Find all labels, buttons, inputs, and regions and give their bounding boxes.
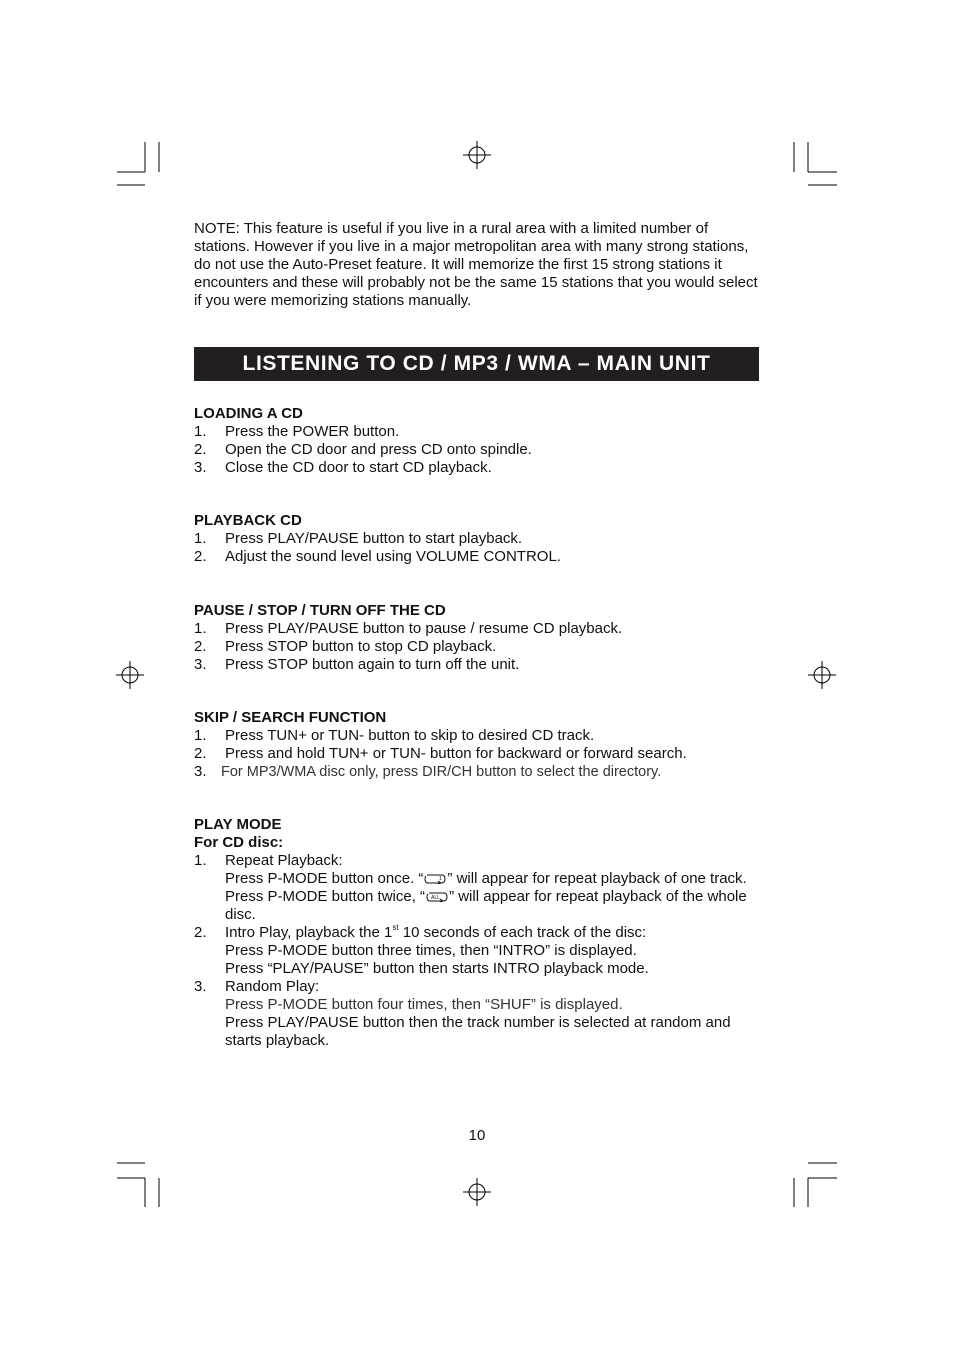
ordinal-suffix: st [392, 923, 399, 932]
step-number: 1. [194, 852, 207, 869]
list-item [194, 423, 764, 441]
playback-steps [194, 530, 764, 566]
list-item [194, 548, 764, 566]
note-paragraph: NOTE: This feature is useful if you live in a rural area with a limited number of stations. However if you live in a major metropolitan area with many strong stations, do not use the Auto-Preset feature. It will memorize the first 15 strong stations it encounters and these will probably not be the same 15 stations that you would select if you were memorizing stations manually. [194, 220, 758, 309]
step-number: 3. [194, 459, 207, 476]
step-number: 1. [194, 620, 207, 637]
playback-section [194, 512, 764, 566]
step-text: Press PLAY/PAUSE button to start playback. [225, 530, 523, 547]
step-text [225, 852, 764, 924]
page-content [194, 220, 764, 1050]
step-number: 2. [194, 638, 207, 655]
step-text: Open the CD door and press CD onto spindle. [225, 441, 532, 458]
step-text: Press STOP button to stop CD playback. [225, 638, 497, 655]
text-fragment: ” will appear for repeat playback of the whole disc. [225, 888, 747, 923]
step-text: Adjust the sound level using VOLUME CONTROL. [225, 548, 561, 565]
step-number: 2. [194, 745, 207, 762]
playmode-subtitle: For CD disc: [194, 834, 284, 851]
step-line: Press P-MODE button three times, then “INTRO” is displayed. [225, 942, 637, 959]
step-number: 2. [194, 548, 207, 565]
step-heading: Repeat Playback: [225, 852, 343, 869]
list-item [194, 745, 764, 763]
step-number: 3. [194, 656, 207, 673]
list-item [194, 924, 764, 978]
step-text [225, 978, 764, 1050]
repeat-one-icon [423, 872, 447, 884]
list-item [194, 459, 764, 477]
repeat-all-line [225, 888, 764, 924]
step-text: For MP3/WMA disc only, press DIR/CH button to select the directory. [221, 764, 662, 780]
banner-title: LISTENING TO CD / MP3 / WMA – MAIN UNIT [242, 352, 711, 375]
list-item [194, 638, 764, 656]
playmode-title: PLAY MODE [194, 816, 282, 833]
pause-section [194, 602, 764, 674]
list-item [194, 978, 764, 1050]
loading-title: LOADING A CD [194, 405, 303, 422]
svg-text:1: 1 [439, 876, 443, 882]
text-fragment: Press P-MODE button once. “ [225, 870, 424, 887]
loading-steps [194, 423, 764, 477]
repeat-all-icon [425, 890, 449, 902]
page-number: 10 [468, 1127, 486, 1144]
step-number: 3. [194, 978, 207, 995]
step-text: Press STOP button again to turn off the unit. [225, 656, 520, 673]
step-line: Press PLAY/PAUSE button then the track number is selected at random and starts playback. [225, 1014, 731, 1049]
pause-title: PAUSE / STOP / TURN OFF THE CD [194, 602, 446, 619]
repeat-one-line [225, 870, 764, 888]
step-number: 1. [194, 423, 207, 440]
step-heading [225, 924, 764, 942]
text-fragment: 10 seconds of each track of the disc: [398, 924, 647, 941]
loading-section [194, 405, 764, 477]
step-number: 2. [194, 441, 207, 458]
text-fragment: Intro Play, playback the 1 [225, 924, 393, 941]
skip-section [194, 709, 764, 781]
step-number: 3. [194, 763, 207, 780]
step-text: Press and hold TUN+ or TUN- button for backward or forward search. [225, 745, 687, 762]
text-fragment: ” will appear for repeat playback of one track. [447, 870, 747, 887]
list-item [194, 656, 764, 674]
list-item [194, 530, 764, 548]
step-text: Close the CD door to start CD playback. [225, 459, 492, 476]
registration-target-top [463, 141, 491, 169]
step-text: Press PLAY/PAUSE button to pause / resume CD playback. [225, 620, 623, 637]
list-item [194, 763, 764, 781]
pause-steps [194, 620, 764, 674]
skip-steps [194, 727, 764, 781]
playmode-steps [194, 852, 764, 1050]
step-text: Press the POWER button. [225, 423, 400, 440]
list-item [194, 620, 764, 638]
playback-title: PLAYBACK CD [194, 512, 302, 529]
registration-target-bottom [463, 1178, 491, 1206]
step-number: 2. [194, 924, 207, 941]
playmode-section [194, 816, 764, 1050]
step-number: 1. [194, 530, 207, 547]
skip-title: SKIP / SEARCH FUNCTION [194, 709, 387, 726]
step-heading: Random Play: [225, 978, 320, 995]
registration-target-left [116, 661, 144, 689]
step-line: Press “PLAY/PAUSE” button then starts INTRO playback mode. [225, 960, 649, 977]
step-text [225, 924, 764, 978]
step-line: Press P-MODE button four times, then “SHUF” is displayed. [225, 996, 623, 1013]
section-banner [194, 347, 759, 381]
step-text: Press TUN+ or TUN- button to skip to desired CD track. [225, 727, 595, 744]
step-number: 1. [194, 727, 207, 744]
list-item [194, 441, 764, 459]
list-item [194, 727, 764, 745]
list-item [194, 852, 764, 924]
text-fragment: Press P-MODE button twice, “ [225, 888, 426, 905]
registration-target-right [808, 661, 836, 689]
repeat-all-label: ALL [431, 895, 440, 901]
